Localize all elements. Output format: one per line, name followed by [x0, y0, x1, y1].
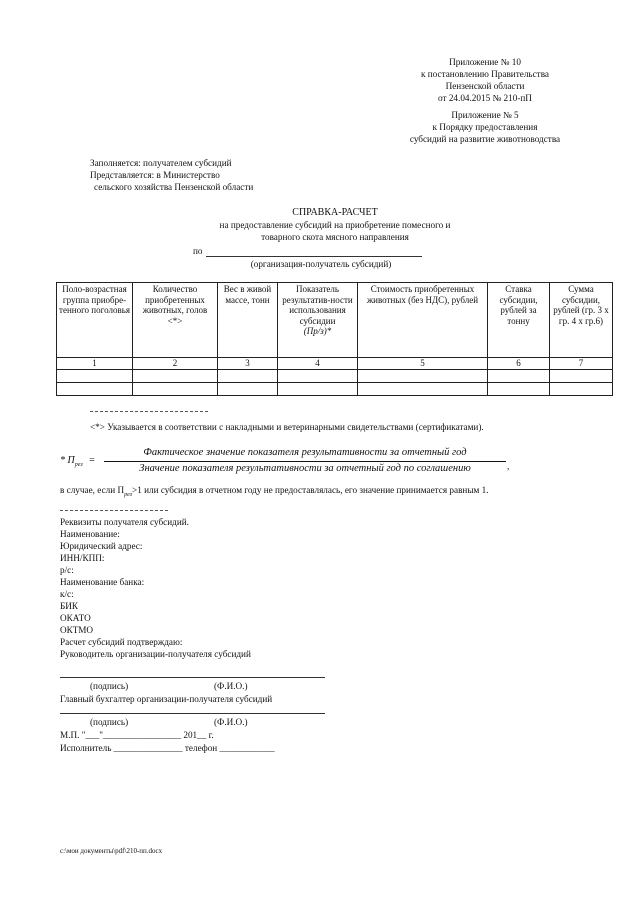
requisites-rs: р/с:: [60, 565, 74, 575]
requisites-head: Руководитель организации-получателя субсидий: [60, 649, 251, 659]
requisites-inn: ИНН/КПП:: [60, 553, 105, 563]
requisites-oktmo: ОКТМО: [60, 625, 94, 635]
appendix-line: Пензенской области: [445, 81, 525, 91]
file-path: c:\мои документы\pdf\210-пп.docx: [60, 847, 163, 855]
submitted-to: Представляется: в Министерство: [90, 170, 220, 180]
po-label: по: [193, 246, 203, 256]
accountant-signature-line: [60, 713, 325, 714]
table-row: [57, 370, 613, 383]
subsidy-table: [56, 282, 613, 396]
requisites-header: Реквизиты получателя субсидий.: [60, 517, 189, 527]
table-cell[interactable]: [488, 370, 550, 383]
column-number: 7: [550, 358, 613, 370]
column-number: 4: [278, 358, 358, 370]
title-sub: товарного скота мясного направления: [261, 232, 409, 242]
fraction-line: [104, 461, 506, 462]
submitted-to: сельского хозяйства Пензенской области: [94, 182, 254, 192]
table-cell[interactable]: [57, 383, 133, 396]
title-sub: на предоставление субсидий на приобретение помесного и: [219, 220, 451, 230]
table-cell[interactable]: [218, 383, 278, 396]
stamp-date: М.П. "___"_________________ 201__ г.: [60, 730, 214, 740]
header-cell: Вес в живой массе, тонн: [218, 283, 278, 358]
requisites-ks: к/с:: [60, 589, 74, 599]
footnote-separator: [90, 411, 208, 412]
head-signature-line: [60, 677, 325, 678]
table-cell[interactable]: [278, 370, 358, 383]
header-cell: Ставка субсидии, рублей за тонну: [488, 283, 550, 358]
table-cell[interactable]: [550, 370, 613, 383]
requisites-okato: ОКАТО: [60, 613, 91, 623]
table-cell[interactable]: [57, 370, 133, 383]
org-caption: (организация-получатель субсидий): [250, 259, 392, 269]
requisites-separator: [60, 510, 168, 511]
appendix-line: Приложение № 10: [449, 57, 521, 67]
formula-prefix: * $П_{рез}$ =: [60, 455, 95, 468]
appendix-line: к Порядку предоставления: [432, 122, 538, 132]
column-number: 5: [358, 358, 488, 370]
table-cell[interactable]: [218, 370, 278, 383]
appendix-line: к постановлению Правительства: [421, 69, 549, 79]
column-number: 1: [57, 358, 133, 370]
formula-denominator: Значение показателя результативности за отчетный год по соглашению: [139, 463, 471, 474]
header-cell: Сумма субсидии, рублей (гр. 3 х гр. 4 х гр.6): [550, 283, 613, 358]
header-cell: Показатель результатив-ности использования субсидии (Пр/з)*: [278, 283, 358, 358]
page-title: СПРАВКА-РАСЧЕТ: [292, 207, 378, 218]
appendix-line: от 24.04.2015 № 210-пП: [438, 93, 532, 103]
column-number: 6: [488, 358, 550, 370]
header-cell: Поло-возрастная группа приобре-тенного поголовья: [57, 283, 133, 358]
appendix-line: Приложение № 5: [451, 110, 519, 120]
formula-condition: в случае, если $П_{рез}>1$ или субсидия в отчетном году не предоставлялась, его значение принимается равным 1.: [60, 485, 489, 498]
formula-comma: ,: [507, 461, 510, 471]
table-cell[interactable]: [488, 383, 550, 396]
filled-by: Заполняется: получателем субсидий: [90, 158, 232, 168]
table-cell[interactable]: [133, 383, 218, 396]
column-number: 2: [133, 358, 218, 370]
table-cell[interactable]: [550, 383, 613, 396]
fio-caption: (Ф.И.О.): [214, 681, 248, 691]
requisites-bik: БИК: [60, 601, 79, 611]
accountant-label: Главный бухгалтер организации-получателя субсидий: [60, 694, 273, 704]
executor: Исполнитель _______________ телефон ____________: [60, 743, 275, 753]
header-cell: Количество приобретенных животных, голов <*>: [133, 283, 218, 358]
indicator-symbol: (Пр/з)*: [303, 326, 332, 337]
table-header-row: [57, 283, 613, 358]
fio-caption: (Ф.И.О.): [214, 717, 248, 727]
table-cell[interactable]: [278, 383, 358, 396]
appendix-block: [370, 56, 600, 145]
requisites-confirm: Расчет субсидий подтверждаю:: [60, 637, 183, 647]
header-cell: Стоимость приобретенных животных (без НДС), рублей: [358, 283, 488, 358]
footnote-text: <*> Указывается в соответствии с накладными и ветеринарными свидетельствами (сертификатами).: [90, 422, 484, 432]
requisites-address: Юридический адрес:: [60, 541, 143, 551]
title-block: [180, 207, 490, 243]
appendix-line: субсидий на развитие животноводства: [409, 134, 561, 144]
formula-numerator: Фактическое значение показателя результативности за отчетный год: [143, 447, 467, 458]
table-cell[interactable]: [133, 370, 218, 383]
table-cell[interactable]: [358, 370, 488, 383]
signature-caption: (подпись): [90, 681, 129, 691]
org-line: [206, 256, 422, 257]
table-cell[interactable]: [358, 383, 488, 396]
table-row: [57, 383, 613, 396]
requisites-block: [60, 516, 251, 660]
column-number: 3: [218, 358, 278, 370]
signature-caption: (подпись): [90, 717, 129, 727]
requisites-bank: Наименование банка:: [60, 577, 145, 587]
requisites-name: Наименование:: [60, 529, 120, 539]
meta-block: [90, 157, 253, 193]
table-number-row: [57, 358, 613, 370]
